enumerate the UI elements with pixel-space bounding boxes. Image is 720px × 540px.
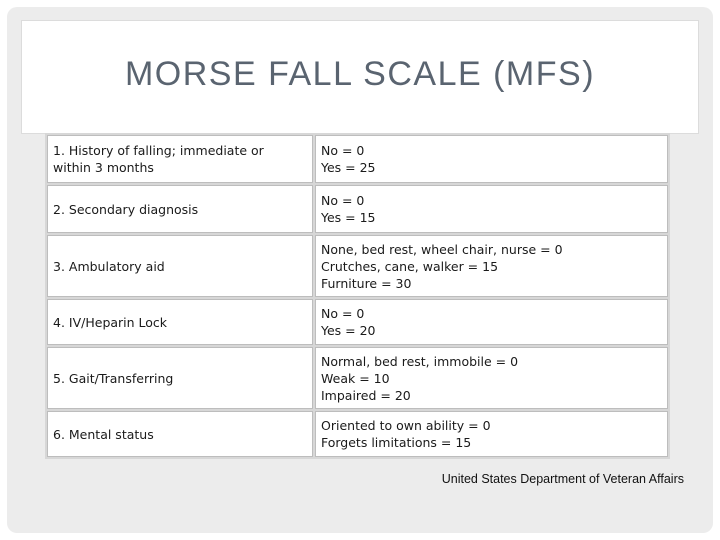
scale-table bbox=[45, 133, 670, 459]
table-row bbox=[47, 411, 668, 457]
score-line: No = 0 bbox=[321, 143, 365, 158]
row-scores-history-of-falling bbox=[315, 135, 668, 183]
row-scores-mental-status bbox=[315, 411, 668, 457]
score-line: None, bed rest, wheel chair, nurse = 0 bbox=[321, 241, 563, 257]
table-row bbox=[47, 347, 668, 409]
source-caption: United States Department of Veteran Affairs bbox=[441, 472, 684, 486]
row-item-mental-status bbox=[47, 411, 313, 457]
row-scores-ambulatory-aid bbox=[315, 235, 668, 297]
table-row bbox=[47, 235, 668, 297]
item-line: 1. History of falling; immediate or bbox=[53, 143, 264, 158]
score-line: Yes = 20 bbox=[321, 323, 376, 338]
row-item-secondary-diagnosis bbox=[47, 185, 313, 233]
score-line: Weak = 10 bbox=[321, 370, 390, 386]
item-line: 2. Secondary diagnosis bbox=[53, 201, 199, 217]
score-line: Furniture = 30 bbox=[321, 275, 412, 291]
row-item-history-of-falling bbox=[47, 135, 313, 183]
table-row bbox=[47, 135, 668, 183]
morse-fall-scale-table bbox=[45, 133, 670, 457]
row-scores-iv-heparin-lock bbox=[315, 299, 668, 345]
score-line: Normal, bed rest, immobile = 0 bbox=[321, 353, 519, 369]
row-scores-secondary-diagnosis bbox=[315, 185, 668, 233]
slide-title: MORSE FALL SCALE (MFS) bbox=[124, 54, 596, 93]
item-line: 3. Ambulatory aid bbox=[53, 258, 165, 274]
score-line: Forgets limitations = 15 bbox=[321, 435, 472, 450]
item-line: 6. Mental status bbox=[53, 426, 154, 442]
score-line: Yes = 25 bbox=[321, 160, 376, 175]
score-line: No = 0 bbox=[321, 193, 365, 208]
table-row bbox=[47, 185, 668, 233]
item-line: 4. IV/Heparin Lock bbox=[53, 314, 168, 330]
score-line: Impaired = 20 bbox=[321, 387, 411, 403]
score-line: No = 0 bbox=[321, 306, 365, 321]
title-panel bbox=[21, 20, 699, 134]
item-line: 5. Gait/Transferring bbox=[53, 370, 174, 386]
row-item-gait-transferring bbox=[47, 347, 313, 409]
row-scores-gait-transferring bbox=[315, 347, 668, 409]
score-line: Oriented to own ability = 0 bbox=[321, 418, 491, 433]
row-item-ambulatory-aid bbox=[47, 235, 313, 297]
table-row bbox=[47, 299, 668, 345]
score-line: Crutches, cane, walker = 15 bbox=[321, 258, 499, 274]
score-line: Yes = 15 bbox=[321, 210, 376, 225]
row-item-iv-heparin-lock bbox=[47, 299, 313, 345]
item-line: within 3 months bbox=[53, 160, 154, 175]
